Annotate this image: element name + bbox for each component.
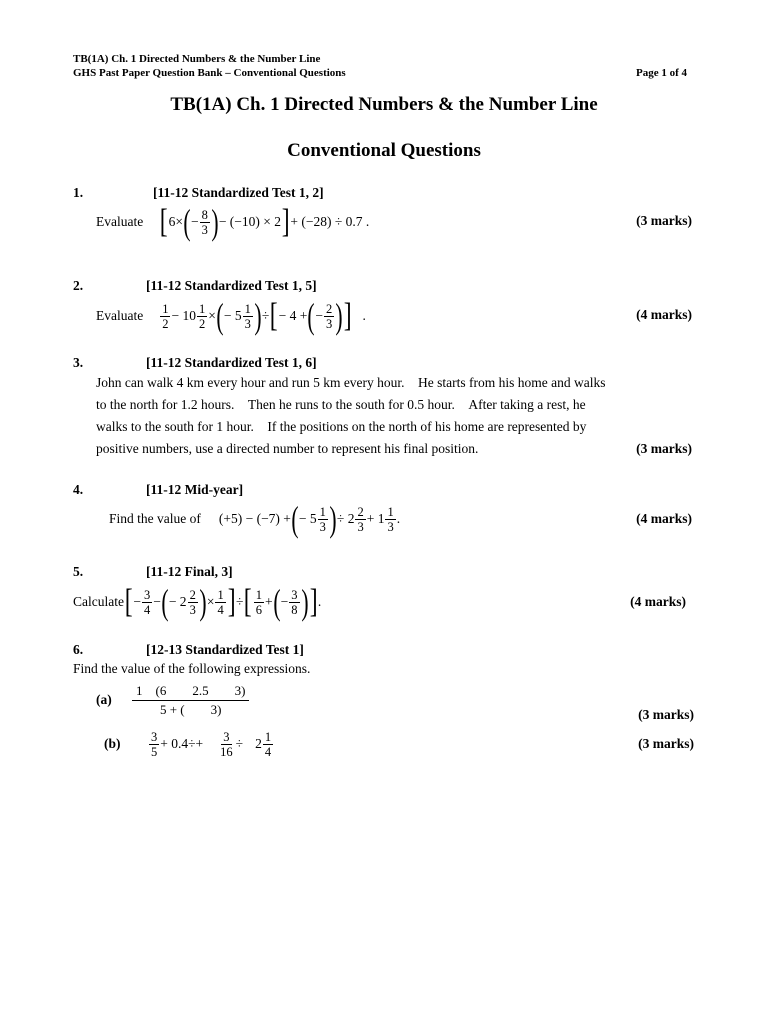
fraction [324,302,334,331]
math-term: 6× [168,214,183,229]
math-term: ÷ [236,594,244,609]
fraction [254,588,264,617]
math-term: − [315,308,323,323]
bracket: [ [159,203,168,240]
math-term: . [396,511,401,526]
math-term: − [153,594,161,609]
fraction [142,588,152,617]
q4-expression [109,499,400,539]
math-term: ÷ 2 [336,511,355,526]
math-term: (+5) − (−7) + [218,511,291,526]
q3-line-2: to the north for 1.2 hours. Then he runs to the south for 0.5 hour. After taking a rest, he [96,397,586,412]
numerator: 3 [223,729,230,744]
header-line-2: GHS Past Paper Question Bank – Conventional Questions [73,67,346,79]
q5-expression [73,582,321,622]
denominator: 2 [198,316,206,331]
bracket: ) [199,582,207,622]
denominator: 4 [217,602,224,617]
q2-prompt: Evaluate [96,308,144,323]
numerator: 1 [244,301,251,316]
q2-source: [11-12 Standardized Test 1, 5] [146,278,317,293]
numerator: 1 [387,504,394,519]
bracket: ) [211,202,219,242]
q6-number: 6. [73,642,84,657]
math-term: − 2 [168,594,187,609]
bracket: [ [124,583,133,620]
fraction [149,730,159,759]
fraction [263,730,273,759]
denominator: 3 [244,316,251,331]
q1-marks: (3 marks) [636,213,692,228]
fraction [355,505,365,534]
fraction [200,208,210,237]
page-subtitle: Conventional Questions [287,140,481,161]
denominator: 3 [325,316,333,331]
q4-number: 4. [73,482,84,497]
fraction [385,505,395,534]
numerator: 3 [291,587,298,602]
q5-marks: (4 marks) [630,594,686,609]
fraction [218,730,235,759]
page-title: TB(1A) Ch. 1 Directed Numbers & the Number Line [170,94,598,115]
q3-marks: (3 marks) [636,441,692,456]
bracket: ) [300,582,309,622]
math-term: − 5 [223,308,242,323]
q6-prompt: Find the value of the following expressions. [73,661,311,676]
denominator: 4 [143,602,151,617]
denominator: 3 [189,602,196,617]
denominator: 3 [387,519,394,534]
numerator: 1 [255,587,263,602]
bracket: [ [269,297,278,334]
math-term: × [206,594,215,609]
q1-prompt: Evaluate [96,214,144,229]
numerator: 1 [217,587,224,602]
numerator: 3 [151,729,158,744]
math-term: × [208,308,216,323]
math-term: ÷+ [188,736,204,751]
numerator: 8 [201,207,208,222]
fraction [318,505,328,534]
numerator: 2 [189,587,196,602]
math-term: + [265,594,273,609]
q3-line-4: positive numbers, use a directed number to represent his final position. [96,441,479,456]
q6-source: [12-13 Standardized Test 1] [146,642,304,657]
q6a-marks: (3 marks) [638,707,694,722]
math-term: . [317,594,322,609]
q3-source: [11-12 Standardized Test 1, 6] [146,355,317,370]
math-term: − [190,214,199,229]
math-term: − [133,594,141,609]
bracket: ( [216,296,224,336]
numerator: 1 [319,504,326,519]
header-line-1: TB(1A) Ch. 1 Directed Numbers & the Number Line [73,53,321,65]
numerator: 1 [198,301,206,316]
q6b-marks: (3 marks) [638,736,694,751]
q1-number: 1. [73,185,84,200]
numerator: 3 [143,587,151,602]
q6b-expression [148,724,274,764]
bracket: ( [183,202,191,242]
bracket: ) [254,296,262,336]
bracket: ] [227,583,236,620]
q4-prompt: Find the value of [109,511,201,526]
fraction [160,302,170,331]
q5-source: [11-12 Final, 3] [146,564,233,579]
q4-marks: (4 marks) [636,511,692,526]
q6b-label: (b) [104,736,121,751]
q6a-denominator: 5 + ( 3) [159,702,222,717]
fraction [215,588,225,617]
bracket: ] [281,203,290,240]
q5-number: 5. [73,564,84,579]
denominator: 5 [151,744,158,759]
q2-marks: (4 marks) [636,307,692,322]
denominator: 3 [201,222,208,237]
q6a-numerator: 1 (6 2.5 3) [132,682,249,701]
q2-expression [96,296,366,336]
fraction [188,588,198,617]
q2-number: 2. [73,278,84,293]
math-term: − (−10) × 2 [218,214,282,229]
math-term: + 0.4 [160,736,189,751]
q1-source: [11-12 Standardized Test 1, 2] [153,185,324,200]
bracket: ) [329,499,337,539]
bracket: ] [309,583,318,620]
math-term: . [362,308,366,323]
math-term: + 1 [366,511,385,526]
q4-source: [11-12 Mid-year] [146,482,244,497]
q6a-label: (a) [96,692,112,707]
numerator: 2 [357,504,364,519]
bracket: ] [343,297,352,334]
q3-line-3: walks to the south for 1 hour. If the positions on the north of his home are represented by [96,419,587,434]
denominator: 3 [319,519,326,534]
q1-expression [96,202,369,242]
q3-number: 3. [73,355,84,370]
math-term: ÷ [235,736,244,751]
bracket: [ [244,583,253,620]
fraction [197,302,207,331]
bracket: ( [307,296,315,336]
math-term: − 4 + [278,308,308,323]
math-term: + (−28) ÷ 0.7 . [290,214,370,229]
bracket: ( [291,499,299,539]
bracket: ( [161,582,169,622]
fraction [243,302,253,331]
math-term: ÷ [261,308,270,323]
numerator: 1 [264,729,272,744]
page-number: Page 1 of 4 [636,67,688,79]
math-term: − 10 [171,308,196,323]
q3-line-1: John can walk 4 km every hour and run 5 km every hour. He starts from his home and walks [96,375,606,390]
math-term: − 5 [298,511,317,526]
denominator: 6 [255,602,263,617]
math-term: 2 [255,736,262,751]
denominator: 16 [220,744,233,759]
math-term: − [280,594,289,609]
denominator: 3 [357,519,364,534]
denominator: 4 [264,744,272,759]
numerator: 1 [162,301,169,316]
fraction [289,588,299,617]
q5-prompt: Calculate [73,594,124,609]
denominator: 2 [162,316,169,331]
bracket: ) [335,296,343,336]
q6a-expression [132,682,249,719]
bracket: ( [273,582,281,622]
numerator: 2 [325,301,333,316]
denominator: 8 [291,602,298,617]
